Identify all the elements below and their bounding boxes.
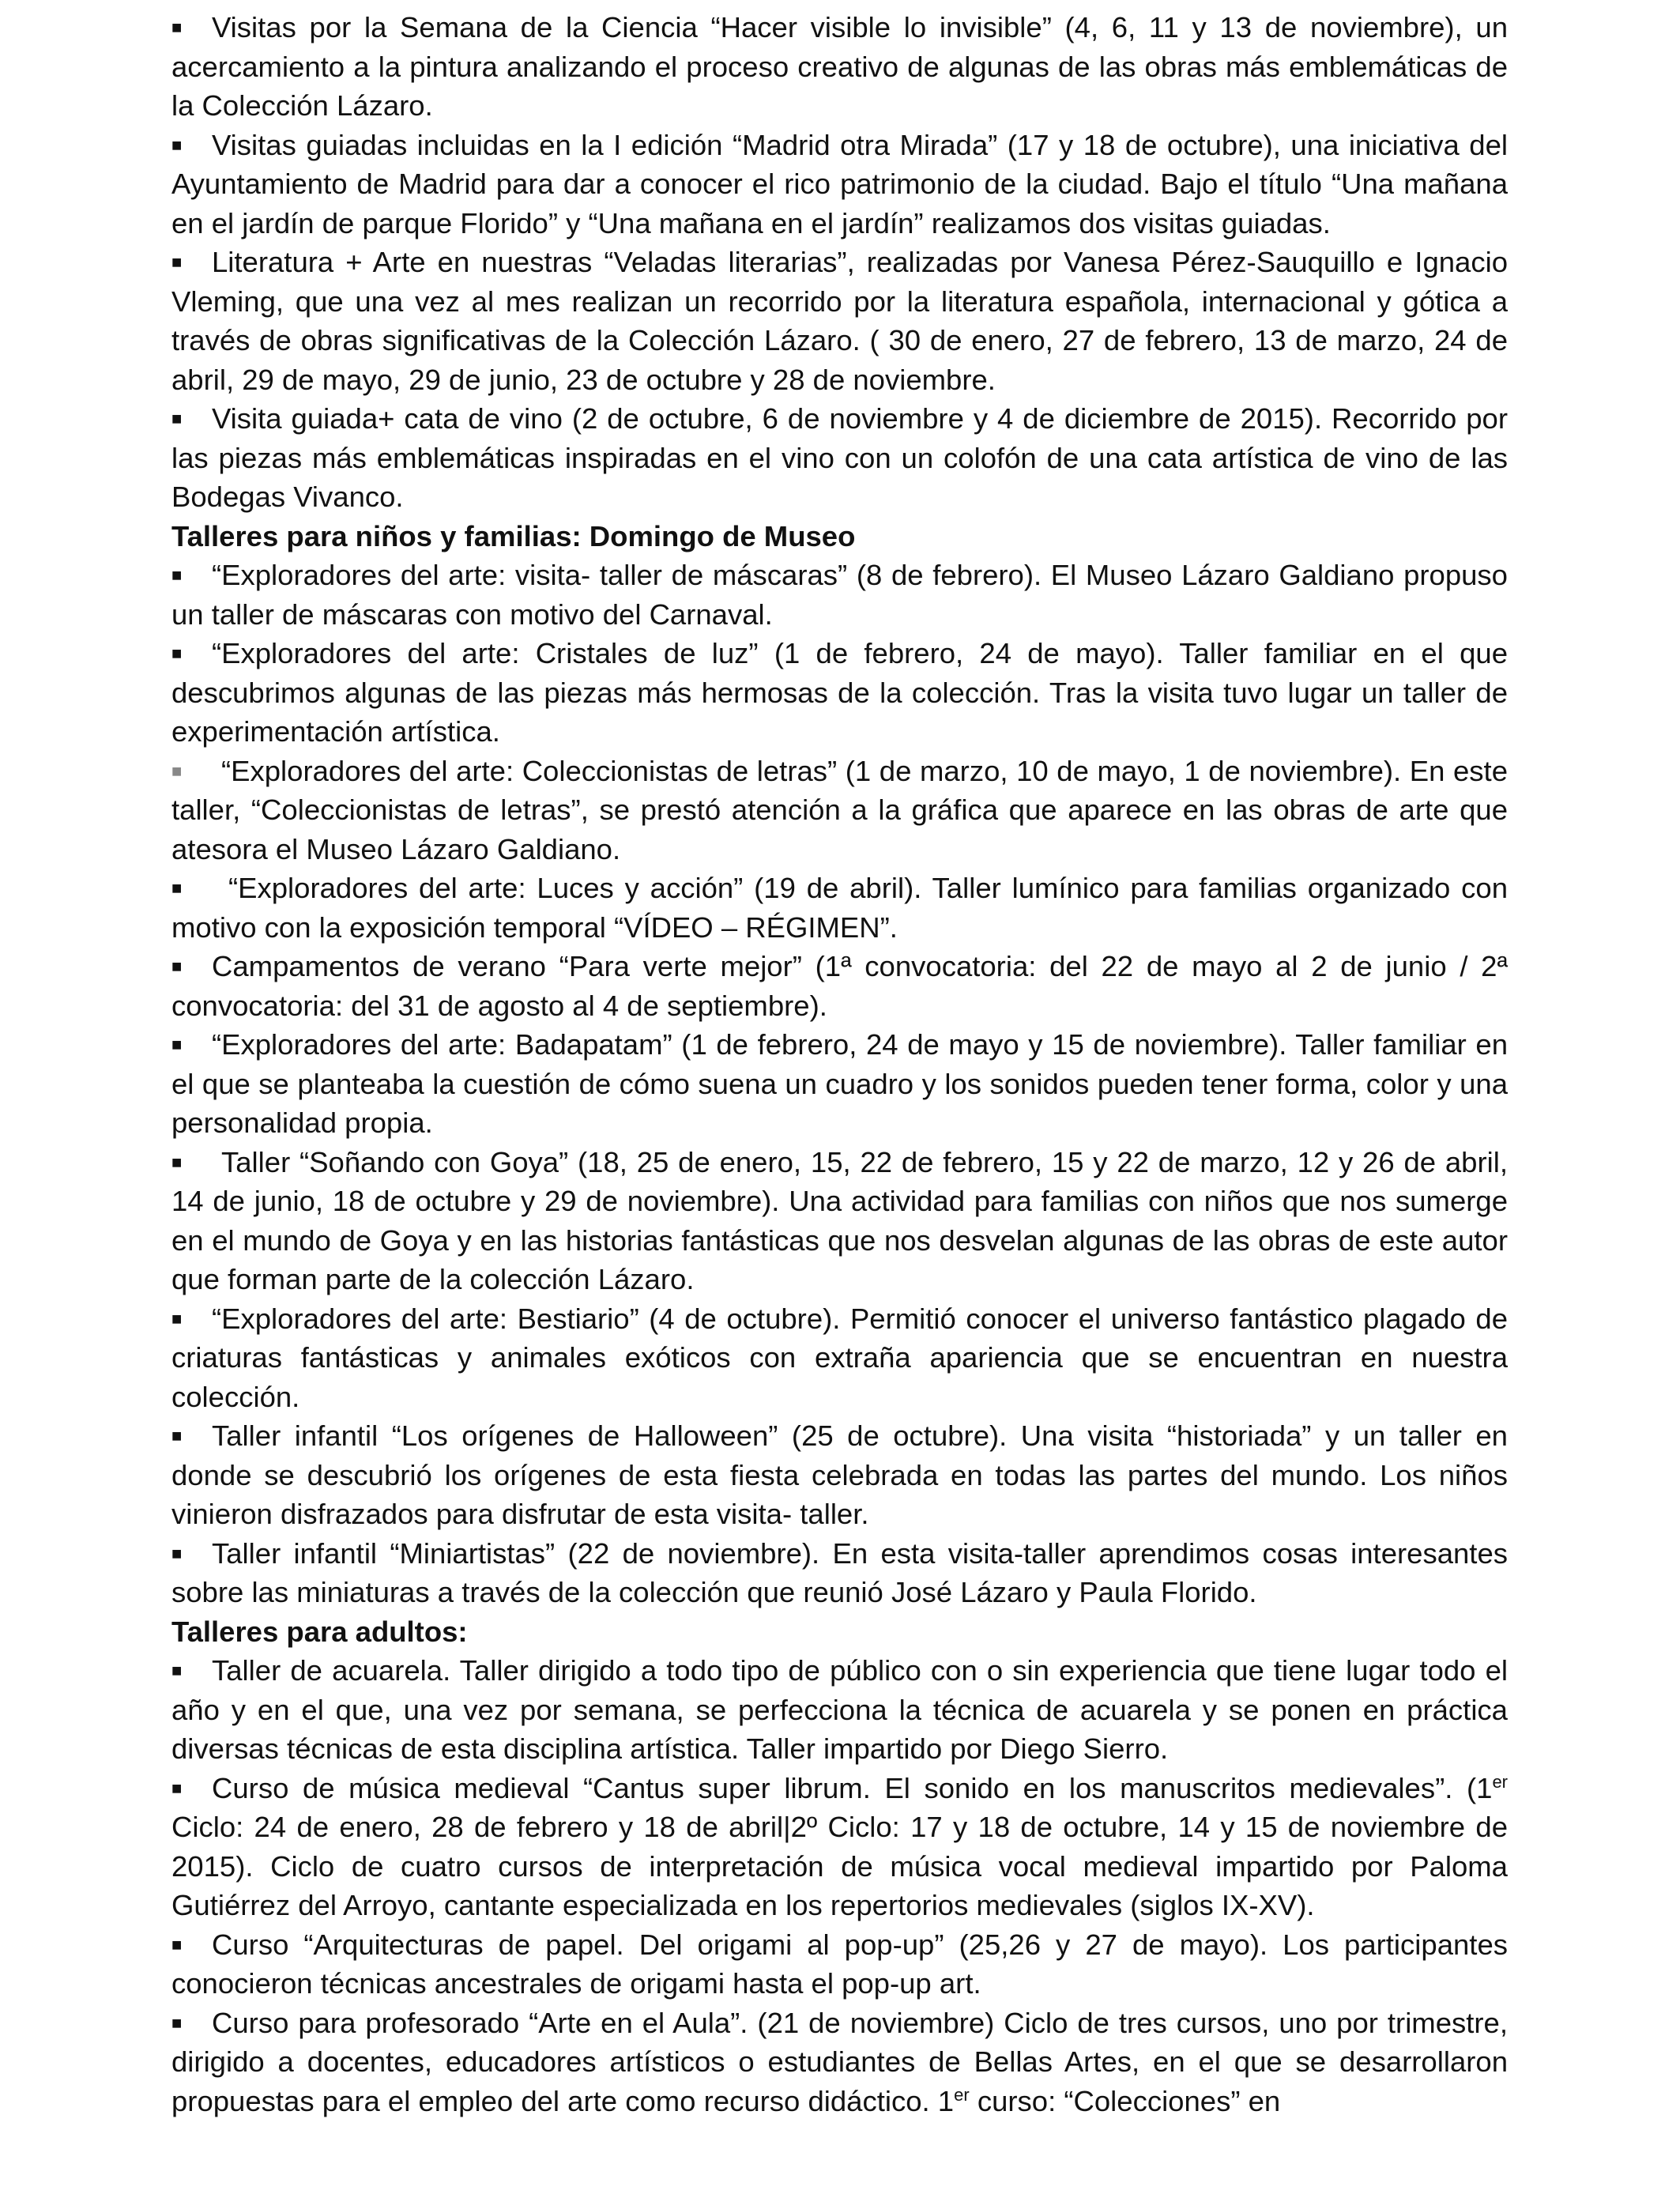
list-item [171, 399, 1508, 517]
list-item-text: Taller “Soñando con Goya” (18, 25 de enero, 15, 22 de febrero, 15 y 22 de marzo, 12 y 26 de abril, 14 de junio, 18 de octubre y 29 de noviembre). Una actividad para familias con niños que nos sumerge en el mundo de Goya y en las historias fantásticas que nos desvelan algunas de las obras de este autor que forman parte de la colección Lázaro. [171, 1145, 1508, 1295]
list-item-text: Visitas por la Semana de la Ciencia “Hacer visible lo invisible” (4, 6, 11 y 13 de noviembre), un acercamiento a la pintura analizando el proceso creativo de algunas de las obras más emblemáticas de la Colección Lázaro. [171, 11, 1508, 122]
list-item [171, 869, 1508, 947]
list-item-text: “Exploradores del arte: Coleccionistas de letras” (1 de marzo, 10 de mayo, 1 de noviembre). En este taller, “Coleccionistas de letras”, se prestó atención a la gráfica que aparece en las obras de arte que atesora el Museo Lázaro Galdiano. [171, 754, 1508, 865]
list-item [171, 1143, 1508, 1299]
list-item [171, 8, 1508, 126]
list-item-text: Taller infantil “Los orígenes de Halloween” (25 de octubre). Una visita “historiada” y un taller en donde se descubrió los orígenes de esta fiesta celebrada en todas las partes del mundo. Los niños vinieron disfrazados para disfrutar de esta visita- taller. [171, 1419, 1508, 1530]
list-item-text: “Exploradores del arte: visita- taller de máscaras” (8 de febrero). El Museo Lázaro Galdiano propuso un taller de máscaras con motivo del Carnaval. [171, 559, 1508, 631]
list-item [171, 243, 1508, 399]
list-item-text: Literatura + Arte en nuestras “Veladas literarias”, realizadas por Vanesa Pérez-Sauquillo e Ignacio Vleming, que una vez al mes realizan un recorrido por la literatura española, internacional y gótica a través de obras significativas de la Colección Lázaro. ( 30 de enero, 27 de febrero, 13 de marzo, 24 de abril, 29 de mayo, 29 de junio, 23 de octubre y 28 de noviembre. [171, 246, 1508, 396]
list-item-text: “Exploradores del arte: Luces y acción” (19 de abril). Taller lumínico para familias organizado con motivo con la exposición temporal “VÍDEO – RÉGIMEN”. [171, 872, 1508, 944]
list-item-text: “Exploradores del arte: Cristales de luz” (1 de febrero, 24 de mayo). Taller familiar en el que descubrimos algunas de las piezas más hermosas de la colección. Tras la visita tuvo lugar un taller de experimentación artística. [171, 637, 1508, 748]
list-item [171, 126, 1508, 243]
bullet-icon: ■ [171, 878, 183, 898]
list-item-text-part: Curso de música medieval “Cantus super librum. El sonido en los manuscritos medievales”. (1 [212, 1771, 1493, 1804]
list-item-text: Taller de acuarela. Taller dirigido a todo tipo de público con o sin experiencia que tiene lugar todo el año y en el que, una vez por semana, se perfecciona la técnica de acuarela y se ponen en práctica diversas técnicas de esta disciplina artística. Taller impartido por Diego Sierro. [171, 1654, 1508, 1765]
list-item-text: “Exploradores del arte: Badapatam” (1 de febrero, 24 de mayo y 15 de noviembre). Taller familiar en el que se planteaba la cuestión de cómo suena un cuadro y los sonidos pueden tener forma, color y una personalidad propia. [171, 1028, 1508, 1139]
list-item-text: Campamentos de verano “Para verte mejor” (1ª convocatoria: del 22 de mayo al 2 de junio / 2ª convocatoria: del 31 de agosto al 4 de septiembre). [171, 950, 1508, 1022]
list-item [171, 2004, 1508, 2121]
bullet-icon: ■ [171, 1426, 183, 1446]
list-item-text: Visitas guiadas incluidas en la I edición “Madrid otra Mirada” (17 y 18 de octubre), una iniciativa del Ayuntamiento de Madrid para dar a conocer el rico patrimonio de la ciudad. Bajo el título “Una mañana en el jardín de parque Florido” y “Una mañana en el jardín” realizamos dos visitas guiadas. [171, 128, 1508, 239]
section-heading-ninos: Talleres para niños y familias: Domingo de Museo [171, 519, 856, 552]
bullet-icon: ■ [171, 1777, 183, 1798]
bullet-icon: ■ [171, 1152, 183, 1172]
document-page [171, 8, 1508, 2120]
list-item [171, 556, 1508, 634]
bullet-icon: ■ [171, 956, 183, 976]
list-item-text-part: curso: “Colecciones” en [969, 2084, 1281, 2117]
list-item [171, 1534, 1508, 1612]
list-item [171, 947, 1508, 1025]
ordinal-superscript: er [954, 2084, 970, 2105]
bullet-icon: ■ [171, 134, 183, 155]
section-heading-adultos: Talleres para adultos: [171, 1615, 468, 1648]
list-item [171, 634, 1508, 752]
list-item-text: Taller infantil “Miniartistas” (22 de noviembre). En esta visita-taller aprendimos cosas interesantes sobre las miniaturas a través de la colección que reunió José Lázaro y Paula Florido. [171, 1536, 1508, 1608]
bullet-icon: ■ [171, 409, 183, 428]
ordinal-superscript: er [1492, 1771, 1508, 1792]
bullet-icon: ■ [171, 17, 183, 37]
bullet-icon: ■ [171, 643, 183, 663]
list-item-text: Curso “Arquitecturas de papel. Del origami al pop-up” (25,26 y 27 de mayo). Los participantes conocieron técnicas ancestrales de origami hasta el pop-up art. [171, 1928, 1508, 2000]
bullet-icon: ■ [171, 760, 183, 781]
list-item [171, 1025, 1508, 1143]
list-item-text: “Exploradores del arte: Bestiario” (4 de octubre). Permitió conocer el universo fantástico plagado de criaturas fantásticas y animales exóticos con extraña apariencia que se encuentran en nuestra colección. [171, 1302, 1508, 1413]
list-item-text-part: Curso para profesorado “Arte en el Aula”. (21 de noviembre) Ciclo de tres cursos, uno por trimestre, dirigido a docentes, educadores artísticos o estudiantes de Bellas Artes, en el que se desarrollaron propuestas para el empleo del arte como recurso didáctico. 1 [171, 2006, 1508, 2117]
bullet-icon: ■ [171, 252, 183, 272]
bullet-icon: ■ [171, 565, 183, 585]
list-item [171, 1416, 1508, 1534]
list-item [171, 1925, 1508, 2004]
list-item [171, 1299, 1508, 1417]
list-item [171, 752, 1508, 869]
list-item-text: Visita guiada+ cata de vino (2 de octubre, 6 de noviembre y 4 de diciembre de 2015). Recorrido por las piezas más emblemáticas inspiradas en el vino con un colofón de una cata artística de vino de las Bodegas Vivanco. [171, 402, 1508, 513]
bullet-icon: ■ [171, 1035, 183, 1054]
bullet-icon: ■ [171, 1543, 183, 1563]
bullet-icon: ■ [171, 1661, 183, 1680]
bullet-icon: ■ [171, 1934, 183, 1955]
list-item [171, 1651, 1508, 1769]
list-item-text-part: Ciclo: 24 de enero, 28 de febrero y 18 de abril|2º Ciclo: 17 y 18 de octubre, 14 y 15 de noviembre de 2015). Ciclo de cuatro cursos de interpretación de música vocal medieval impartido por Paloma Gutiérrez del Arroyo, cantante especializada en los repertorios medievales (siglos IX-XV). [171, 1811, 1508, 1921]
bullet-icon: ■ [171, 2012, 183, 2033]
bullet-icon: ■ [171, 1308, 183, 1329]
list-item [171, 1769, 1508, 1925]
